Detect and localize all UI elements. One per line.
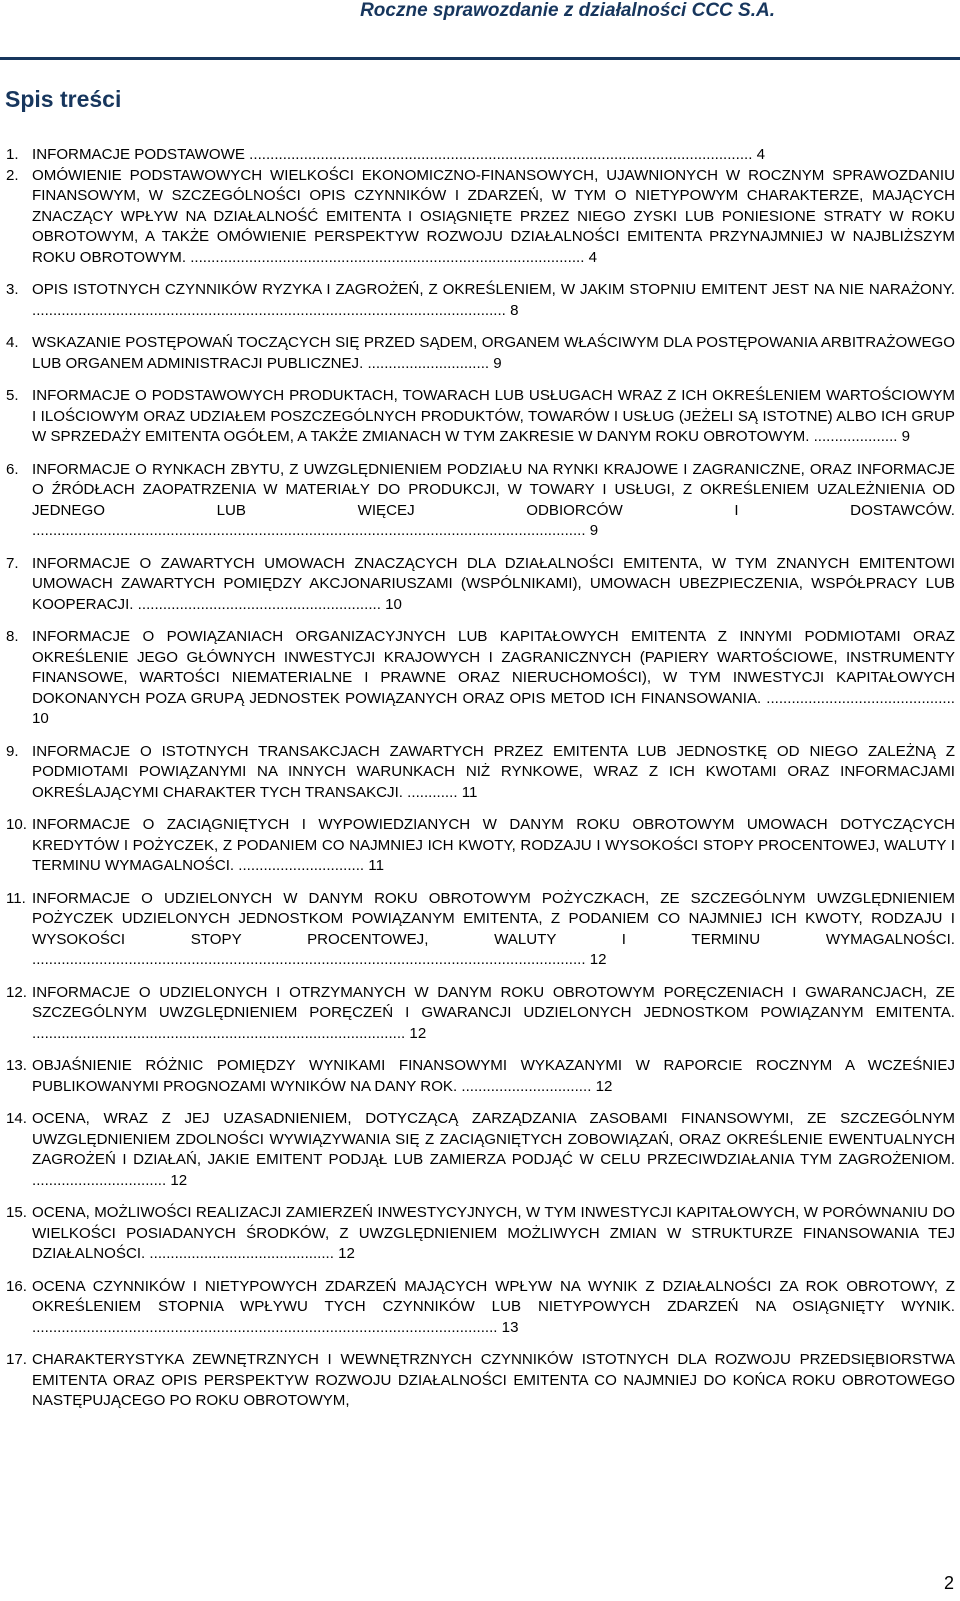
toc-entry-number: 13. — [6, 1057, 27, 1074]
toc-entry-body — [32, 1350, 955, 1412]
toc-entry-text: OMÓWIENIE PODSTAWOWYCH WIELKOŚCI EKONOMICZNO-FINANSOWYCH, UJAWNIONYCH W ROCZNYM SPRAWOZDANIU FINANSOWYM, W SZCZEGÓLNOŚCI OPIS CZYNNIKÓW I ZDARZEŃ, W TYM O NIETYPOWYM CHARAKTERZE, MAJĄCYCH ZNACZĄCY WPŁYW NA DZIAŁALNOŚĆ EMITENTA I OSIĄGNIĘTE PRZEZ NIEGO ZYSKI LUB PONIESIONE STRATY W ROKU OBROTOWYM, A TAKŻE OMÓWIENIE PERSPEKTYW ROZWOJU DZIAŁALNOŚCI EMITENTA PRZYNAJMNIEJ W NAJBLIŻSZYM ROKU OBROTOWYM. .............................................................................................. — [32, 166, 955, 266]
toc-entry[interactable] — [6, 627, 955, 730]
toc-entry[interactable] — [6, 1203, 955, 1265]
toc-entry-body — [32, 1056, 955, 1097]
toc-entry-page: 8 — [505, 301, 519, 319]
toc-entry-body — [32, 1109, 955, 1191]
toc-entry-body — [32, 983, 955, 1045]
toc-entry-page: 9 — [585, 522, 599, 539]
toc-entry-text: INFORMACJE O RYNKACH ZBYTU, Z UWZGLĘDNIENIEM PODZIAŁU NA RYNKI KRAJOWE I ZAGRANICZNE, ORAZ INFORMACJE O ŹRÓDŁACH ZAOPATRZENIA W MATERIAŁY DO PRODUKCJI, W TOWARY I USŁUGI, Z OKREŚLENIEM UZALEŻNIENIA OD JEDNEGO LUB WIĘCEJ ODBIORCÓW I DOSTAWCÓW. .................................................................................................................................... — [32, 460, 955, 539]
toc-entry-body — [32, 554, 955, 616]
toc-entry-page: 9 — [897, 428, 911, 445]
toc-list — [6, 145, 955, 1424]
toc-entry-text: OBJAŚNIENIE RÓŻNIC POMIĘDZY WYNIKAMI FINANSOWYMI WYKAZANYMI W RAPORCIE ROCZNYM A WCZEŚNIEJ PUBLIKOWANYMI PROGNOZAMI WYNIKÓW NA DANY ROK. ............................... — [32, 1057, 955, 1095]
toc-entry-body — [32, 386, 955, 448]
toc-entry-page: 12 — [405, 1024, 427, 1042]
toc-entry-number: 17. — [6, 1351, 27, 1368]
toc-entry-number: 15. — [6, 1204, 27, 1221]
toc-entry-page: 11 — [364, 857, 384, 874]
toc-entry-page: 13 — [497, 1318, 519, 1336]
toc-entry-number: 3. — [6, 281, 19, 298]
toc-entry-body — [32, 280, 955, 321]
toc-entry[interactable] — [6, 815, 955, 877]
toc-entry-body — [32, 742, 955, 804]
toc-entry-body — [32, 1203, 955, 1265]
toc-entry-page: 11 — [457, 783, 478, 801]
toc-entry-text: INFORMACJE O ZACIĄGNIĘTYCH I WYPOWIEDZIANYCH W DANYM ROKU OBROTOWYM UMOWACH DOTYCZĄCYCH KREDYTÓW I POŻYCZEK, Z PODANIEM CO NAJMNIEJ ICH KWOTY, RODZAJU I WYSOKOŚCI STOPY PROCENTOWEJ, WALUTY I TERMINU WYMAGALNOŚCI. .............................. — [32, 816, 955, 874]
page-header — [0, 0, 960, 62]
toc-entry-number: 2. — [6, 166, 19, 184]
header-rule — [0, 57, 960, 60]
toc-entry[interactable] — [6, 386, 955, 448]
toc-entry-number: 8. — [6, 628, 19, 645]
toc-entry[interactable] — [6, 145, 955, 166]
toc-entry-text: OPIS ISTOTNYCH CZYNNIKÓW RYZYKA I ZAGROŻEŃ, Z OKREŚLENIEM, W JAKIM STOPNIU EMITENT JEST NA NIE NARAŻONY. ................................................................................................................. — [32, 281, 955, 319]
toc-entry[interactable] — [6, 166, 955, 269]
toc-entry-text: OCENA, WRAZ Z JEJ UZASADNIENIEM, DOTYCZĄCĄ ZARZĄDZANIA ZASOBAMI FINANSOWYMI, ZE SZCZEGÓLNYM UWZGLĘDNIENIEM ZDOLNOŚCI WYWIĄZYWANIA SIĘ Z ZACIĄGNIĘTYCH ZOBOWIĄZAŃ, ORAZ OKREŚLENIE EWENTUALNYCH ZAGROŻEŃ I DZIAŁAŃ, JAKIE EMITENT PODJĄŁ LUB ZAMIERZA PODJĄĆ W CELU PRZECIWDZIAŁANIA TYM ZAGROŻENIOM. ................................ — [32, 1110, 955, 1189]
toc-entry[interactable] — [6, 1277, 955, 1339]
toc-entry-body — [32, 460, 955, 542]
toc-entry-body — [32, 145, 955, 166]
page-number: 2 — [943, 1573, 954, 1593]
toc-entry[interactable] — [6, 983, 955, 1045]
toc-entry-text: INFORMACJE PODSTAWOWE ........................................................................................................................ — [32, 146, 753, 163]
toc-entry-page: 12 — [166, 1171, 188, 1189]
toc-entry-body — [32, 627, 955, 730]
toc-entry-page: 12 — [333, 1245, 355, 1262]
toc-entry-number: 10. — [6, 816, 27, 833]
toc-entry-number: 12. — [6, 983, 27, 1001]
toc-entry-page: 4 — [584, 248, 597, 266]
toc-entry-number: 7. — [6, 554, 19, 572]
toc-entry-page: 9 — [489, 354, 502, 372]
toc-entry-text: WSKAZANIE POSTĘPOWAŃ TOCZĄCYCH SIĘ PRZED SĄDEM, ORGANEM WŁAŚCIWYM DLA POSTĘPOWANIA ARBITRAŻOWEGO LUB ORGANEM ADMINISTRACJI PUBLICZNEJ. ............................. — [32, 334, 955, 372]
toc-entry-text: INFORMACJE O PODSTAWOWYCH PRODUKTACH, TOWARACH LUB USŁUGACH WRAZ Z ICH OKREŚLENIEM WARTOŚCIOWYM I ILOŚCIOWYM ORAZ UDZIAŁEM POSZCZEGÓLNYCH PRODUKTÓW, TOWARÓW I USŁUG (JEŻELI SĄ ISTOTNE) ALBO ICH GRUP W SPRZEDAŻY EMITENTA OGÓŁEM, A TAKŻE ZMIANACH W TYM ZAKRESIE W DANYM ROKU OBROTOWYM. .................... — [32, 387, 955, 445]
toc-entry-page: 10 — [32, 710, 49, 727]
toc-entry-text: INFORMACJE O ZAWARTYCH UMOWACH ZNACZĄCYCH DLA DZIAŁALNOŚCI EMITENTA, W TYM ZNANYCH EMITENTOWI UMOWACH ZAWARTYCH POMIĘDZY AKCJONARIUSZAMI (WSPÓLNIKAMI), UMOWACH UBEZPIECZENIA, WSPÓŁPRACY LUB KOOPERACJI. .......................................................... — [32, 554, 955, 613]
toc-entry[interactable] — [6, 460, 955, 542]
report-title: Roczne sprawozdanie z działalności CCC S.A. — [360, 0, 775, 21]
toc-entry-text: INFORMACJE O POWIĄZANIACH ORGANIZACYJNYCH LUB KAPITAŁOWYCH EMITENTA Z INNYMI PODMIOTAMI ORAZ OKREŚLENIE JEGO GŁÓWNYCH INWESTYCJI KRAJOWYCH I ZAGRANICZNYCH (PAPIERY WARTOŚCIOWE, INSTRUMENTY FINANSOWE, WARTOŚCI NIEMATERIALNE I PRAWNE ORAZ NIERUCHOMOŚCI), W TYM INWESTYCJI KAPITAŁOWYCH DOKONANYCH POZA GRUPĄ JEDNOSTEK POWIĄZANYCH ORAZ OPIS METOD ICH FINANSOWANIA. ............................................. — [32, 628, 955, 707]
toc-entry-text: CHARAKTERYSTYKA ZEWNĘTRZNYCH I WEWNĘTRZNYCH CZYNNIKÓW ISTOTNYCH DLA ROZWOJU PRZEDSIĘBIORSTWA EMITENTA ORAZ OPIS PERSPEKTYW ROZWOJU DZIAŁALNOŚCI EMITENTA CO NAJMNIEJ DO KOŃCA ROKU OBROTOWEGO NASTĘPUJĄCEGO PO ROKU OBROTOWYM, — [32, 1351, 955, 1409]
toc-entry-page: 4 — [752, 146, 765, 163]
toc-entry[interactable] — [6, 889, 955, 971]
toc-entry-number: 16. — [6, 1277, 27, 1295]
toc-entry-body — [32, 333, 955, 374]
toc-entry-number: 9. — [6, 742, 19, 760]
toc-entry[interactable] — [6, 1350, 955, 1412]
toc-entry[interactable] — [6, 333, 955, 374]
toc-entry-text: OCENA, MOŻLIWOŚCI REALIZACJI ZAMIERZEŃ INWESTYCYJNYCH, W TYM INWESTYCJI KAPITAŁOWYCH, W PORÓWNANIU DO WIELKOŚCI POSIADANYCH ŚRODKÓW, Z UWZGLĘDNIENIEM MOŻLIWYCH ZMIAN W STRUKTURZE FINANSOWANIA TEJ DZIAŁALNOŚCI. ............................................ — [32, 1204, 955, 1262]
toc-entry-number: 4. — [6, 334, 19, 351]
toc-entry[interactable] — [6, 1056, 955, 1097]
toc-entry-text: INFORMACJE O UDZIELONYCH I OTRZYMANYCH W DANYM ROKU OBROTOWYM PORĘCZENIACH I GWARANCJACH, ZE SZCZEGÓLNYM UWZGLĘDNIENIEM PORĘCZEŃ I GWARANCJI UDZIELONYCH JEDNOSTKOM POWIĄZANYM EMITENTA. ......................................................................................... — [32, 983, 955, 1042]
toc-entry-body — [32, 815, 955, 877]
toc-entry-number: 6. — [6, 460, 19, 478]
toc-entry-text: INFORMACJE O ISTOTNYCH TRANSAKCJACH ZAWARTYCH PRZEZ EMITENTA LUB JEDNOSTKĘ OD NIEGO ZALEŻNĄ Z PODMIOTAMI POWIĄZANYMI NA INNYCH WARUNKACH NIŻ RYNKOWE, WRAZ Z ICH KWOTAMI ORAZ INFORMACJAMI OKREŚLAJĄCYMI CHARAKTER TYCH TRANSAKCJI. ............ — [32, 742, 955, 801]
toc-entry-body — [32, 1277, 955, 1339]
toc-entry[interactable] — [6, 1109, 955, 1191]
toc-title: Spis treści — [5, 86, 122, 112]
toc-entry[interactable] — [6, 554, 955, 616]
toc-entry-number: 1. — [6, 146, 19, 163]
toc-entry-number: 11. — [6, 889, 26, 907]
toc-entry-number: 5. — [6, 387, 19, 404]
toc-entry-text: INFORMACJE O UDZIELONYCH W DANYM ROKU OBROTOWYM POŻYCZKACH, ZE SZCZEGÓLNYM UWZGLĘDNIENIEM POŻYCZEK UDZIELONYCH JEDNOSTKOM POWIĄZANYM EMITENTA, Z PODANIEM CO NAJMNIEJ ICH KWOTY, RODZAJU I WYSOKOŚCI STOPY PROCENTOWEJ, WALUTY I TERMINU WYMAGALNOŚCI. .................................................................................................................................... — [32, 889, 955, 968]
toc-entry[interactable] — [6, 742, 955, 804]
toc-entry[interactable] — [6, 280, 955, 321]
toc-entry-page: 10 — [380, 595, 402, 613]
toc-entry-page: 12 — [591, 1077, 613, 1095]
toc-entry-body — [32, 166, 955, 269]
toc-entry-page: 12 — [585, 951, 607, 968]
toc-entry-text: OCENA CZYNNIKÓW I NIETYPOWYCH ZDARZEŃ MAJĄCYCH WPŁYW NA WYNIK Z DZIAŁALNOŚCI ZA ROK OBROTOWY, Z OKREŚLENIEM STOPNIA WPŁYWU TYCH CZYNNIKÓW LUB NIETYPOWYCH ZDARZEŃ NA OSIĄGNIĘTY WYNIK. ............................................................................................................... — [32, 1277, 955, 1336]
toc-entry-body — [32, 889, 955, 971]
toc-entry-number: 14. — [6, 1110, 27, 1127]
